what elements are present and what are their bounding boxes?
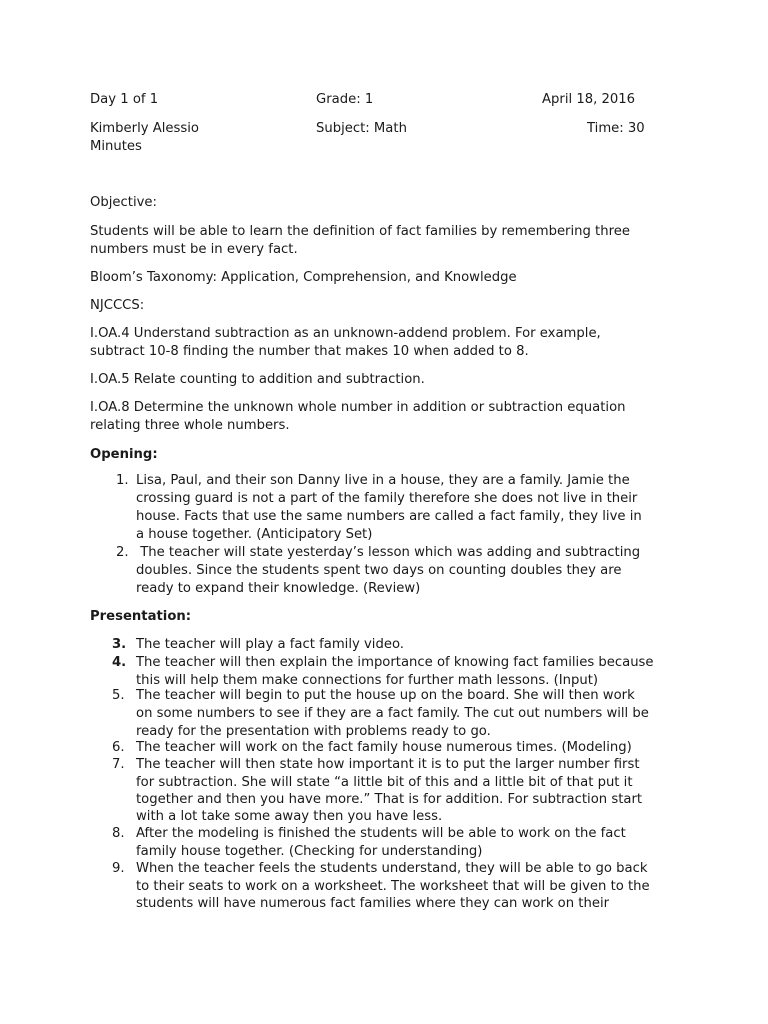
list-item-line: on some numbers to see if they are a fact family. The cut out numbers will be [136,706,649,721]
objective-text-line-2: numbers must be in every fact. [90,242,298,257]
list-number: 2. [116,545,129,560]
list-number: 9. [112,861,125,876]
time-label: Time: 30 [587,121,645,136]
list-number: 8. [112,826,125,841]
date-label: April 18, 2016 [542,92,636,107]
list-number: 7. [112,757,125,772]
list-item-line: When the teacher feels the students understand, they will be able to go back [136,861,648,876]
list-number: 3. [112,637,127,652]
njcccs-heading: NJCCCS: [90,298,145,313]
list-item-line: with a lot take some away then you have less. [136,809,443,824]
list-item-line: a house together. (Anticipatory Set) [136,527,373,542]
presentation-heading: Presentation: [90,609,192,624]
list-item-line: family house together. (Checking for understanding) [136,844,483,859]
list-item-line: The teacher will work on the fact family house numerous times. (Modeling) [136,740,632,755]
blooms-taxonomy: Bloom’s Taxonomy: Application, Comprehension, and Knowledge [90,270,517,285]
objective-text-line-1: Students will be able to learn the definition of fact families by remembering three [90,224,630,239]
list-item-line: The teacher will play a fact family video. [136,637,404,652]
day-label: Day 1 of 1 [90,92,159,107]
list-item-line: doubles. Since the students spent two days on counting doubles they are [136,563,622,578]
list-number: 4. [112,655,127,670]
list-item-line: students will have numerous fact families where they can work on their [136,896,610,911]
list-number: 1. [116,473,129,488]
standard-ioa4-line-2: subtract 10-8 finding the number that makes 10 when added to 8. [90,344,529,359]
list-number: 6. [112,740,125,755]
list-item-line: Lisa, Paul, and their son Danny live in a house, they are a family. Jamie the [136,473,630,488]
list-item-line: The teacher will then explain the importance of knowing fact families because [136,655,654,670]
list-item-line: The teacher will begin to put the house up on the board. She will then work [136,688,635,703]
list-item-line: for subtraction. She will state “a little bit of this and a little bit of that put it [136,775,633,790]
teacher-name: Kimberly Alessio [90,121,199,136]
list-item-line: ready to expand their knowledge. (Review) [136,581,421,596]
subject-label: Subject: Math [316,121,407,136]
grade-label: Grade: 1 [316,92,374,107]
opening-heading: Opening: [90,447,158,462]
list-item-line: The teacher will state yesterday’s lesson which was adding and subtracting [136,545,641,560]
list-item-line: house. Facts that use the same numbers are called a fact family, they live in [136,509,642,524]
list-item-line: crossing guard is not a part of the family therefore she does not live in their [136,491,638,506]
list-item-line: together and then you have more.” That is for addition. For subtraction start [136,792,643,807]
list-item-line: ready for the presentation with problems ready to go. [136,724,491,739]
standard-ioa4-line-1: I.OA.4 Understand subtraction as an unknown-addend problem. For example, [90,326,601,341]
list-item-line: After the modeling is finished the students will be able to work on the fact [136,826,626,841]
standard-ioa8-line-1: I.OA.8 Determine the unknown whole number in addition or subtraction equation [90,400,626,415]
list-number: 5. [112,688,125,703]
objective-heading: Objective: [90,195,157,210]
list-item-line: The teacher will then state how important it is to put the larger number first [136,757,640,772]
standard-ioa5: I.OA.5 Relate counting to addition and subtraction. [90,372,425,387]
list-item-line: to their seats to work on a worksheet. The worksheet that will be given to the [136,879,650,894]
time-label-continued: Minutes [90,139,142,154]
standard-ioa8-line-2: relating three whole numbers. [90,418,290,433]
list-item-line: this will help them make connections for further math lessons. (Input) [136,673,599,688]
